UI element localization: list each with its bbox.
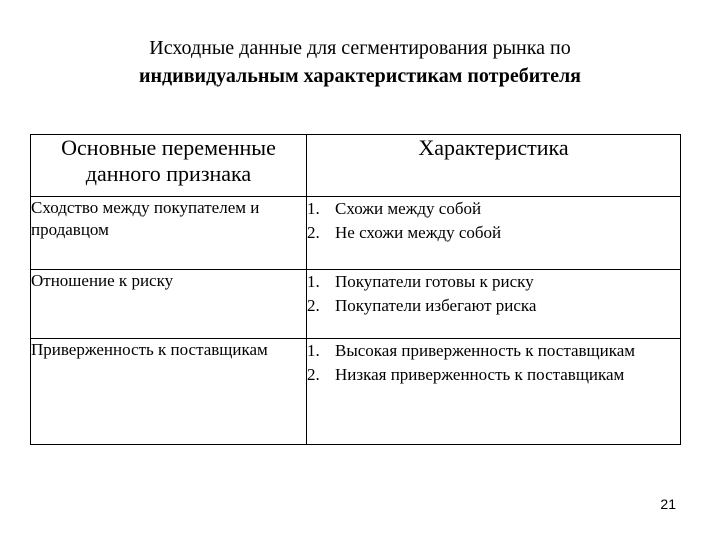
list-item	[307, 270, 680, 294]
column-header-characteristic: Характеристика	[307, 135, 681, 197]
characteristic-cell	[307, 197, 681, 270]
item-text: Высокая приверженность к поставщикам	[335, 341, 636, 360]
variable-cell: Сходство между покупателем и продавцом	[31, 197, 307, 270]
table-row	[31, 270, 681, 339]
variable-cell: Приверженность к поставщикам	[31, 339, 307, 445]
item-text: Не схожи между собой	[335, 223, 502, 242]
title-line-2: индивидуальным характеристикам потребителя	[139, 65, 581, 87]
page-title	[0, 34, 720, 90]
table-header-row	[31, 135, 681, 197]
item-number: 1.	[307, 272, 320, 291]
characteristic-list	[307, 339, 680, 387]
table-row	[31, 339, 681, 445]
item-number: 2.	[307, 296, 320, 315]
list-item	[307, 363, 680, 387]
characteristic-cell	[307, 339, 681, 445]
item-text: Покупатели готовы к риску	[335, 272, 534, 291]
item-number: 2.	[307, 365, 320, 384]
page-number: 21	[660, 496, 676, 512]
item-number: 1.	[307, 341, 320, 360]
variable-cell: Отношение к риску	[31, 270, 307, 339]
item-number: 2.	[307, 223, 320, 242]
list-item	[307, 339, 680, 363]
item-text: Низкая приверженность к поставщикам	[335, 365, 625, 384]
item-text: Покупатели избегают риска	[335, 296, 537, 315]
title-line-1: Исходные данные для сегментирования рынка по	[149, 37, 571, 59]
characteristic-list	[307, 270, 680, 318]
table-row	[31, 197, 681, 270]
segmentation-table	[30, 134, 681, 445]
item-number: 1.	[307, 199, 320, 218]
list-item	[307, 221, 680, 245]
item-text: Схожи между собой	[335, 199, 482, 218]
list-item	[307, 294, 680, 318]
characteristic-cell	[307, 270, 681, 339]
column-header-variables: Основные переменные данного признака	[31, 135, 307, 197]
list-item	[307, 197, 680, 221]
characteristic-list	[307, 197, 680, 245]
